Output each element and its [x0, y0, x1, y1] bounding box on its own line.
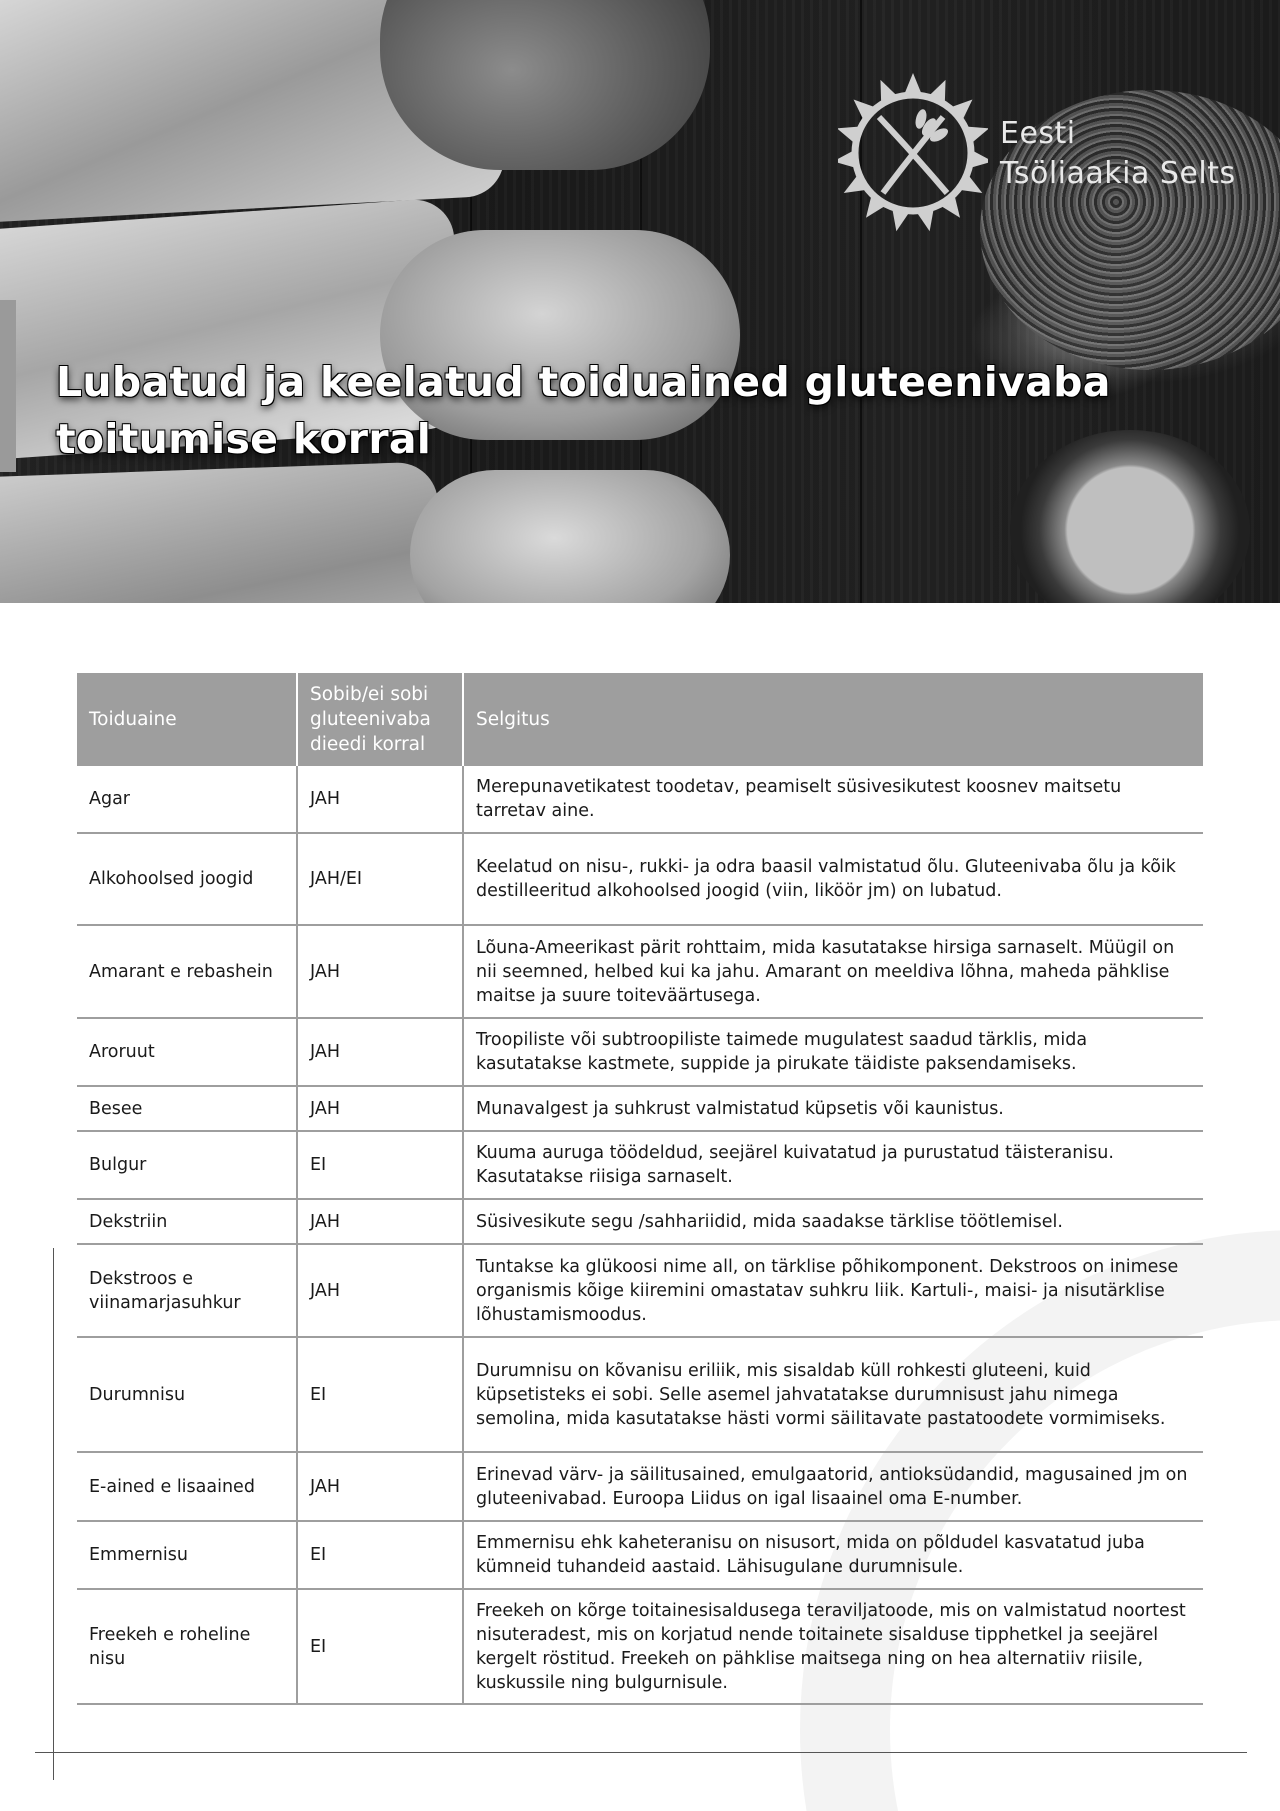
- cell-suitable: JAH: [297, 925, 463, 1018]
- margin-vertical-rule: [53, 1248, 54, 1780]
- cell-suitable: EI: [297, 1337, 463, 1452]
- cell-food: Dekstriin: [77, 1199, 297, 1244]
- cell-suitable: JAH: [297, 1244, 463, 1337]
- table-row: [77, 1337, 1203, 1452]
- title-accent-bar: [0, 300, 16, 472]
- table-row: [77, 1521, 1203, 1589]
- paper-wrapped-bread: [0, 461, 443, 603]
- cell-suitable: JAH: [297, 1199, 463, 1244]
- cell-food: Alkohoolsed joogid: [77, 833, 297, 925]
- cell-suitable: EI: [297, 1521, 463, 1589]
- table-row: [77, 1086, 1203, 1131]
- header-suitable-line3: dieedi korral: [310, 734, 426, 755]
- header-suitable-line1: Sobib/ei sobi: [310, 684, 429, 705]
- cell-food: Besee: [77, 1086, 297, 1131]
- cell-suitable: JAH: [297, 1086, 463, 1131]
- table-header-row: [77, 673, 1203, 766]
- cell-suitable: JAH: [297, 766, 463, 833]
- bread-loaf: [410, 470, 730, 603]
- cell-explanation: Merepunavetikatest toodetav, peamiselt süsivesikutest koosnev maitsetu tarretav aine.: [463, 766, 1203, 833]
- cell-suitable: EI: [297, 1589, 463, 1704]
- sun-wheat-x-emblem-icon: [838, 68, 988, 238]
- cell-suitable: JAH: [297, 1452, 463, 1521]
- logo-text-line2: Tsöliaakia Selts: [1000, 156, 1236, 191]
- cell-explanation: Durumnisu on kõvanisu eriliik, mis sisaldab küll rohkesti gluteeni, kuid küpsetisteks ei sobi. Selle asemel jahvatatakse durumnisust jahu nimega semolina, mida kasutatakse hästi vormi säilitavate pastatoodete vormimiseks.: [463, 1337, 1203, 1452]
- cell-explanation: Süsivesikute segu /sahhariidid, mida saadakse tärklise töötlemisel.: [463, 1199, 1203, 1244]
- cell-suitable: JAH: [297, 1018, 463, 1086]
- footer-rule: [35, 1752, 1247, 1753]
- page-title-line1: Lubatud ja keelatud toiduained gluteenivaba: [56, 358, 1111, 406]
- food-table: [77, 673, 1203, 1705]
- cell-food: E-ained e lisaained: [77, 1452, 297, 1521]
- table-row: [77, 1244, 1203, 1337]
- table-row: [77, 1018, 1203, 1086]
- logo-text-line1: Eesti: [1000, 116, 1076, 151]
- table-row: [77, 1452, 1203, 1521]
- bread-loaf: [380, 0, 710, 170]
- cell-food: Emmernisu: [77, 1521, 297, 1589]
- page-title: [56, 354, 1236, 468]
- cell-explanation: Munavalgest ja suhkrust valmistatud küpsetis või kaunistus.: [463, 1086, 1203, 1131]
- page-title-line2: toitumise korral: [56, 415, 432, 463]
- cell-explanation: Freekeh on kõrge toitainesisaldusega teraviljatoode, mis on valmistatud noortest nisuteradest, mis on korjatud nende toitainete sisalduse tipphetkel ja seejärel kergelt röstitud. Freekeh on pähklise maitsega ning on hea alternatiiv riisile, kuskussile ning bulgurnisule.: [463, 1589, 1203, 1704]
- table-row: [77, 1589, 1203, 1704]
- cell-explanation: Tuntakse ka glükoosi nime all, on tärklise põhikomponent. Dekstroos on inimese organismis kõige kiiremini omastatav suhkru liik. Kartuli-, maisi- ja nisutärklise lõhustamismoodus.: [463, 1244, 1203, 1337]
- cell-explanation: Emmernisu ehk kaheteranisu on nisusort, mida on põldudel kasvatatud juba kümneid tuhandeid aastaid. Lähisugulane durumnisule.: [463, 1521, 1203, 1589]
- cell-food: Freekeh e roheline nisu: [77, 1589, 297, 1704]
- cell-food: Durumnisu: [77, 1337, 297, 1452]
- cell-explanation: Erinevad värv- ja säilitusained, emulgaatorid, antioksüdandid, magusained jm on gluteenivabad. Euroopa Liidus on igal lisaainel oma E-number.: [463, 1452, 1203, 1521]
- header-suitable-line2: gluteenivaba: [310, 709, 431, 730]
- cell-food: Agar: [77, 766, 297, 833]
- society-logo: [838, 68, 1250, 238]
- table-row: [77, 925, 1203, 1018]
- cell-suitable: EI: [297, 1131, 463, 1199]
- cell-explanation: Keelatud on nisu-, rukki- ja odra baasil valmistatud õlu. Gluteenivaba õlu ja kõik destilleeritud alkohoolsed joogid (viin, liköör jm) on lubatud.: [463, 833, 1203, 925]
- cell-explanation: Troopiliste või subtroopiliste taimede mugulatest saadud tärklis, mida kasutatakse kastmete, suppide ja pirukate täidiste paksendamiseks.: [463, 1018, 1203, 1086]
- cell-food: Aroruut: [77, 1018, 297, 1086]
- cell-explanation: Kuuma auruga töödeldud, seejärel kuivatatud ja purustatud täisteranisu. Kasutatakse riisiga sarnaselt.: [463, 1131, 1203, 1199]
- cell-food: Dekstroos e viinamarjasuhkur: [77, 1244, 297, 1337]
- cell-food: Amarant e rebashein: [77, 925, 297, 1018]
- cell-food: Bulgur: [77, 1131, 297, 1199]
- table-row: [77, 833, 1203, 925]
- hero-banner: [0, 0, 1280, 603]
- cell-explanation: Lõuna-Ameerikast pärit rohttaim, mida kasutatakse hirsiga sarnaselt. Müügil on nii seemned, helbed kui ka jahu. Amarant on meeldiva lõhna, maheda pähklise maitse ja suure toiteväärtusega.: [463, 925, 1203, 1018]
- cell-suitable: JAH/EI: [297, 833, 463, 925]
- table-row: [77, 1131, 1203, 1199]
- table-row: [77, 766, 1203, 833]
- header-suitable: [297, 673, 463, 766]
- header-explanation: Selgitus: [463, 673, 1203, 766]
- header-food: Toiduaine: [77, 673, 297, 766]
- table-row: [77, 1199, 1203, 1244]
